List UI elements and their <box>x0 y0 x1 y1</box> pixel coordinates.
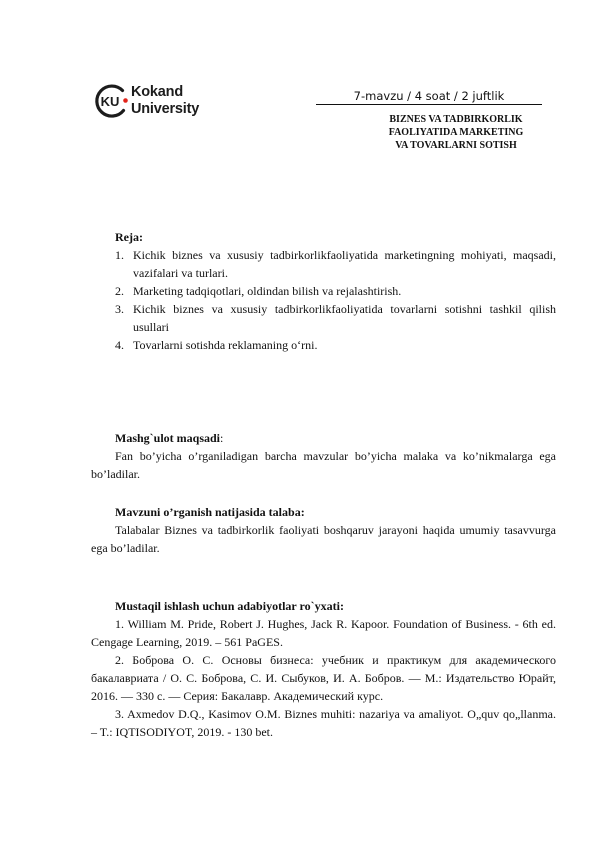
topic-divider <box>316 104 542 105</box>
topic-label: 7-mavzu / 4 soat / 2 juftlik <box>353 89 505 103</box>
goal-heading: Mashg`ulot maqsadi <box>115 431 221 445</box>
logo-name-line2: University <box>131 100 200 117</box>
red-dot-icon <box>123 98 128 103</box>
logo-name-line1: Kokand <box>131 84 183 100</box>
literature-heading: Mustaqil ishlash uchun adabiyotlar ro`yxati: <box>115 599 344 613</box>
plan-item-text: Kichik biznes va xususiy tadbirkorlikfaoliyatida tovarlarni sotishni tashkil qilish usullari <box>133 302 556 334</box>
goal-heading-colon: : <box>220 431 224 445</box>
lecture-title-line: FAOLIYATIDA MARKETING <box>388 127 524 138</box>
plan-list <box>91 246 556 354</box>
lecture-title <box>366 113 546 152</box>
kokand-university-logo <box>93 83 229 121</box>
plan-item-text: Kichik biznes va xususiy tadbirkorlikfaoliyatida marketingning mohiyati, maqsadi, vazifalari va turlari. <box>133 248 556 280</box>
literature-item: 2. Боброва О. С. Основы бизнеса: учебник и практикум для академического бакалавриата / О. С. Боброва, С. И. Сыбуков, И. А. Бобров. — М.: Издательство Юрайт, 2016. — 330 с. — Серия: Бакалавр. Академический курс. <box>91 653 556 703</box>
goal-heading-line <box>115 429 556 447</box>
goal-text: Fan bo’yicha o’rganiladigan barcha mavzular bo’yicha malaka va ko’nikmalarga ega bo’ladilar. <box>91 449 556 481</box>
logo-wordmark <box>131 84 199 117</box>
outcome-section <box>91 503 556 557</box>
plan-heading: Reja: <box>115 230 143 244</box>
plan-section <box>91 228 556 354</box>
ku-emblem-icon <box>93 83 129 119</box>
plan-item-number: 4. <box>115 338 124 352</box>
plan-item-text: Marketing tadqiqotlari, oldindan bilish va rejalashtirish. <box>133 284 402 298</box>
plan-item-number: 3. <box>115 302 124 316</box>
plan-item <box>91 300 556 336</box>
lecture-title-line: BIZNES VA TADBIRKORLIK <box>389 114 523 125</box>
plan-item-number: 2. <box>115 284 124 298</box>
lecture-title-line: VA TOVARLARNI SOTISH <box>395 140 517 151</box>
outcome-text: Talabalar Biznes va tadbirkorlik faoliyati boshqaruv jarayoni haqida umumiy tasavvurga ega bo’ladilar. <box>91 523 556 555</box>
plan-item <box>91 336 556 354</box>
plan-item <box>91 282 556 300</box>
literature-item: 1. William M. Pride, Robert J. Hughes, Jack R. Kapoor. Foundation of Business. - 6th ed. Cengage Learning, 2019. – 561 PaGES. <box>91 617 556 649</box>
plan-item-text: Tovarlarni sotishda reklamaning o‘rni. <box>133 338 318 352</box>
outcome-heading: Mavzuni o’rganish natijasida talaba: <box>115 505 305 519</box>
goal-section <box>91 429 556 483</box>
plan-item-number: 1. <box>115 248 124 262</box>
plan-item <box>91 246 556 282</box>
ku-emblem-letters: KU <box>100 94 120 109</box>
literature-item: 3. Axmedov D.Q., Kasimov O.M. Biznes muhiti: nazariya va amaliyot. O„quv qo„llanma. – T.: IQTISODIYOT, 2019. - 130 bet. <box>91 707 556 739</box>
literature-section <box>91 597 556 741</box>
